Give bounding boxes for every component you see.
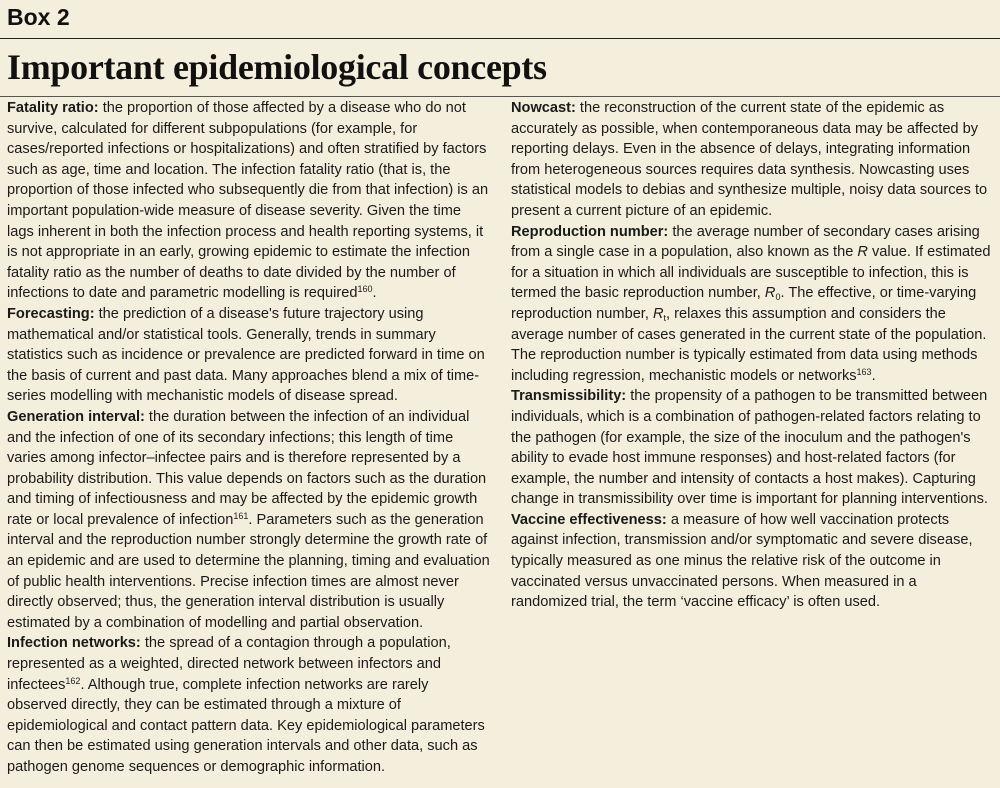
term-transmissibility: Transmissibility: <box>511 388 627 405</box>
glossary-body <box>7 98 995 784</box>
definition-fatality-ratio-end: . <box>372 285 377 302</box>
page-title: Important epidemiological concepts <box>7 47 547 87</box>
definition-infection-networks-end: . Although true, complete infection networks are rarely observed directly, they can be estimated through a mixture of epidemiological and contact pattern data. Key epidemiological parameters can then be estimated using generation intervals and other data, such as pathogen genome sequences or demographic information. <box>7 676 485 775</box>
term-reproduction-number: Reproduction number: <box>511 223 669 240</box>
definition-reproduction-number-2: value. If estimated for a situation in which all individuals are susceptible to infection, this is termed the basic reproduction number, <box>511 244 991 302</box>
r-symbol: R <box>857 244 868 261</box>
ref-162: 162 <box>65 675 81 686</box>
title-rule <box>0 96 1000 97</box>
term-generation-interval: Generation interval: <box>7 408 145 425</box>
entry-infection-networks <box>7 633 491 777</box>
entry-reproduction-number <box>511 222 995 387</box>
ref-160: 160 <box>357 284 373 295</box>
r0-subscript: 0 <box>775 292 781 303</box>
definition-transmissibility: the propensity of a pathogen to be transmitted between individuals, which is a combination of pathogen-related factors relating to the pathogen (for example, the size of the inoculum and the pathogen's ability to evade host immune responses) and host-related factors (for example, the number and intensity of contacts a host makes). Capturing change in transmissibility over time is important for planning interventions. <box>511 388 988 508</box>
box-label: Box 2 <box>7 4 70 30</box>
definition-reproduction-number-4: , relaxes this assumption and considers the average number of cases generated in the current state of the population. The reproduction number is typically estimated from data using methods including regression, mechanistic models or networks <box>511 305 987 384</box>
definition-infection-networks: the spread of a contagion through a population, represented as a weighted, directed network between infectors and infectees <box>7 635 451 693</box>
term-nowcast: Nowcast: <box>511 100 576 116</box>
definition-generation-interval-end: . Parameters such as the generation interval and the reproduction number strongly determine the growth rate of an epidemic and are used to determine the planning, timing and evaluation of public health interventions. Precise infection times are almost never directly observed; thus, the generation interval distribution is usually estimated by a combination of modelling and partial observation. <box>7 511 490 631</box>
definition-reproduction-number-1: the average number of secondary cases arising from a single case in a population, also known as the <box>511 223 980 261</box>
definition-reproduction-number-3: . The effective, or time-varying reproduction number, <box>511 285 977 322</box>
definition-generation-interval: the duration between the infection of an individual and the infection of one of its secondary infections; this length of time varies among infector–infectee pairs and is therefore represented by a probability distribution. This value depends on factors such as the duration and timing of infectiousness and may be affected by the epidemic growth rate or local prevalence of infection <box>7 408 487 528</box>
term-infection-networks: Infection networks: <box>7 635 141 652</box>
term-vaccine-effectiveness: Vaccine effectiveness: <box>511 511 667 528</box>
rt-subscript: t <box>663 312 667 323</box>
definition-nowcast: the reconstruction of the current state of the epidemic as accurately as possible, when contemporaneous data may be affected by reporting delays. Even in the absence of delays, integrating information from heterogeneous sources requires data synthesis. Nowcasting uses statistical models to debias and synthesize multiple, noisy data sources to present a current picture of an epidemic. <box>511 100 988 219</box>
term-fatality-ratio: Fatality ratio: <box>7 100 99 116</box>
entry-vaccine-effectiveness <box>511 510 995 613</box>
entry-transmissibility <box>511 386 995 510</box>
ref-161: 161 <box>233 510 249 521</box>
definition-vaccine-effectiveness: a measure of how well vaccination protects against infection, transmission and/or symptomatic and severe disease, typically measured as one minus the relative risk of the outcome in vaccinated versus unvaccinated persons. When measured in a randomized trial, the term ‘vaccine efficacy’ is often used. <box>511 511 973 611</box>
entry-forecasting <box>7 304 491 407</box>
entry-nowcast <box>511 98 995 222</box>
definition-reproduction-number-end: . <box>871 367 876 384</box>
entry-fatality-ratio <box>7 98 491 304</box>
definition-forecasting: the prediction of a disease's future trajectory using mathematical and/or statistical tools. Generally, trends in summary statistics such as incidence or prevalence are predicted forward in time on the basis of current and past data. Many approaches blend a mix of time-series modelling with mechanistic models of disease spread. <box>7 305 485 405</box>
ref-163: 163 <box>856 366 872 377</box>
definition-fatality-ratio: the proportion of those affected by a disease who do not survive, calculated for different subpopulations (for example, for cases/reported infections or hospitalizations) and often stratified by factors such as age, time and location. The infection fatality ratio (that is, the proportion of those infected who subsequently die from that infection) is an important population-wide measure of disease severity. Given the time lags inherent in both the infection process and health reporting systems, it is not appropriate in an early, growing epidemic to estimate the infection fatality ratio as the number of deaths to date divided by the number of infections to date and parametric modelling is required <box>7 100 489 302</box>
top-rule <box>0 38 1000 39</box>
r0-symbol: R <box>764 285 776 302</box>
entry-generation-interval <box>7 407 491 634</box>
term-forecasting: Forecasting: <box>7 305 95 322</box>
rt-symbol: R <box>652 305 664 322</box>
